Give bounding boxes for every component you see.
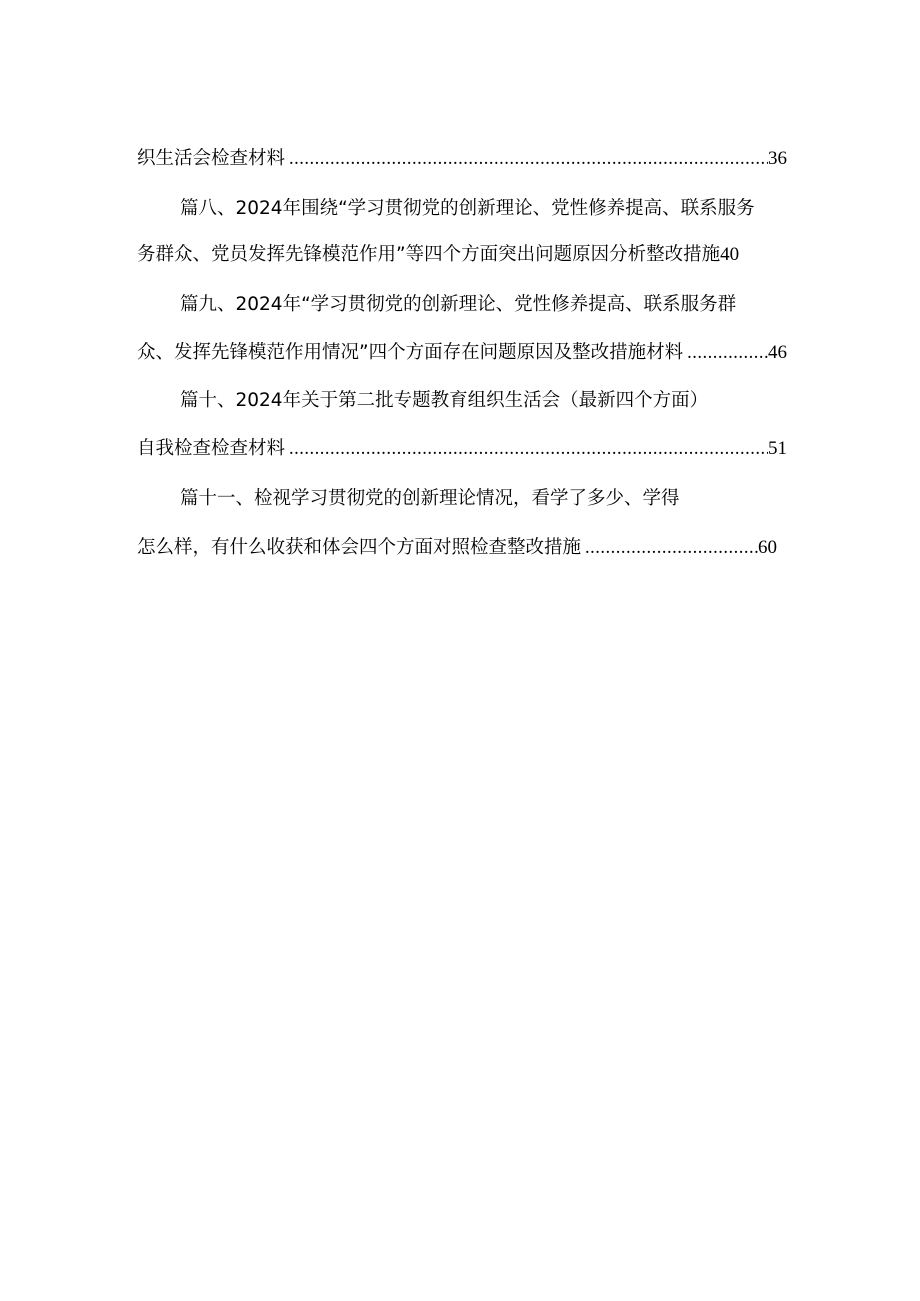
toc-entry-9-line-2[interactable] (137, 338, 787, 368)
toc-entry-10-line-2[interactable] (137, 434, 787, 464)
toc-page-number: 36 (768, 148, 787, 169)
toc-leader-dots (687, 338, 768, 368)
toc-leader-dots (289, 434, 768, 464)
toc-page-number: 51 (768, 438, 787, 459)
toc-entry-10-line-1[interactable] (180, 386, 787, 416)
toc-entry-text: 织生活会检查材料 (137, 148, 286, 169)
toc-entry-text: 篇十一、检视学习贯彻党的创新理论情况，看学了多少、学得 (180, 488, 680, 509)
toc-page-number: 40 (720, 244, 740, 265)
toc-entry-text: 自我检查检查材料 (137, 438, 286, 459)
toc-entry-11-line-2[interactable] (137, 533, 777, 563)
toc-entry-8-line-2[interactable] (137, 240, 787, 270)
toc-entry-8-line-1[interactable] (180, 194, 787, 224)
toc-page-number: 60 (758, 537, 777, 558)
toc-page-number: 46 (768, 342, 787, 363)
toc-entry-text: 怎么样，有什么收获和体会四个方面对照检查整改措施 (137, 537, 582, 558)
toc-entry-text: 篇十、2024年关于第二批专题教育组织生活会（最新四个方面） (180, 390, 709, 411)
toc-leader-dots (289, 144, 768, 174)
toc-entry-11-line-1[interactable] (180, 484, 787, 514)
toc-entry-continued[interactable] (137, 144, 787, 174)
toc-entry-text: 众、发挥先锋模范作用情况”四个方面存在问题原因及整改措施材料 (137, 342, 684, 363)
toc-entry-text: 篇九、2024年“学习贯彻党的创新理论、党性修养提高、联系服务群 (180, 294, 737, 315)
toc-leader-dots (585, 533, 758, 563)
toc-entry-text: 篇八、2024年围绕“学习贯彻党的创新理论、党性修养提高、联系服务 (180, 198, 755, 219)
toc-entry-9-line-1[interactable] (180, 290, 787, 320)
toc-entry-text: 务群众、党员发挥先锋模范作用”等四个方面突出问题原因分析整改措施 (137, 244, 721, 265)
